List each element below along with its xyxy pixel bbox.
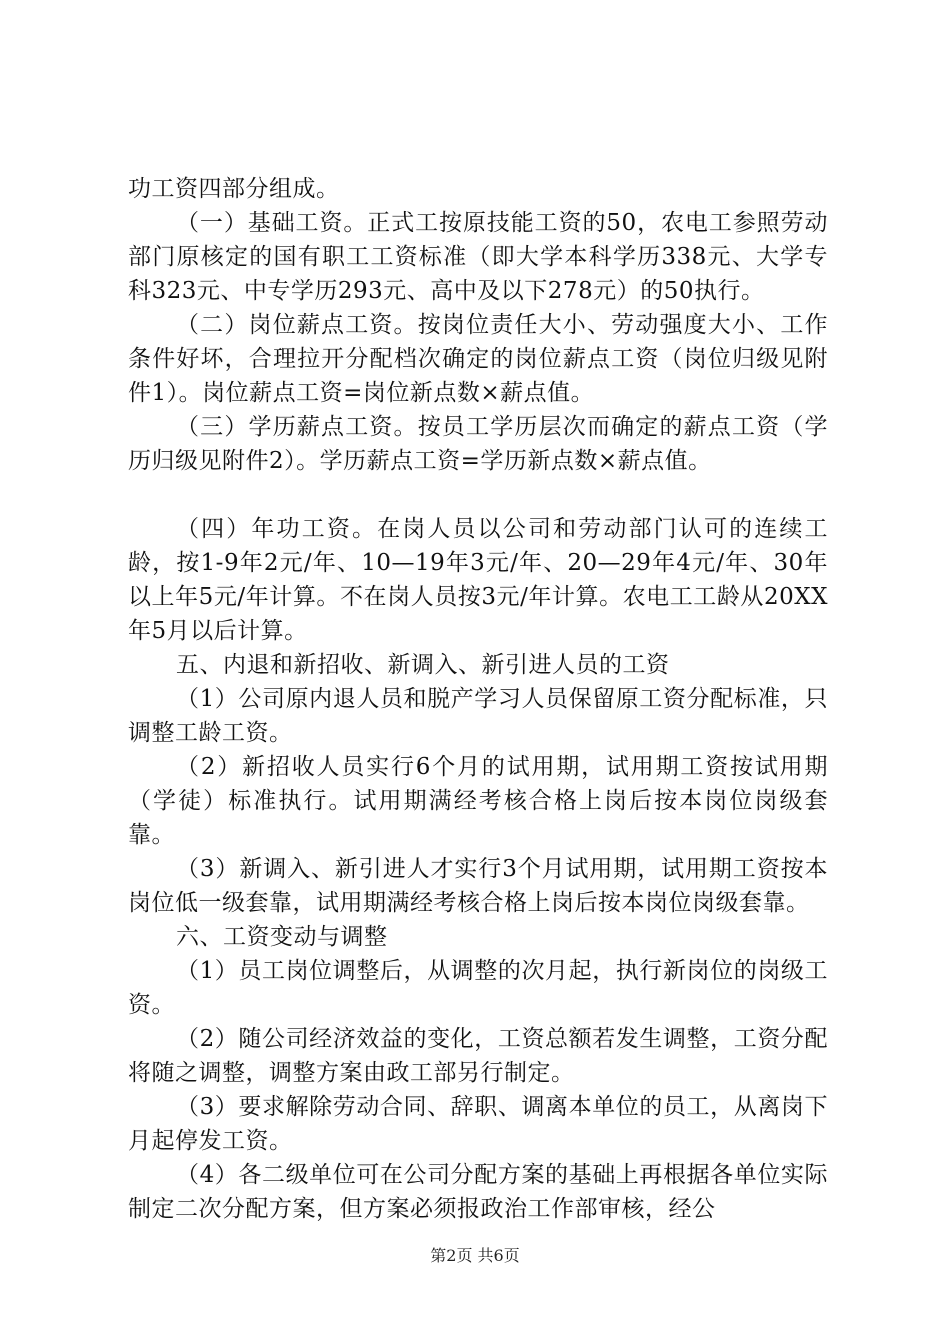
document-body [128, 172, 828, 1226]
paragraph-item-6-2: （2）随公司经济效益的变化，工资总额若发生调整，工资分配将随之调整，调整方案由政工部另行制定。 [128, 1026, 828, 1086]
page-number-label: 第2页 共6页 [430, 1246, 520, 1265]
paragraph-item-6-1: （1）员工岗位调整后，从调整的次月起，执行新岗位的岗级工资。 [128, 958, 828, 1018]
paragraph-position-wage: （二）岗位薪点工资。按岗位责任大小、劳动强度大小、工作条件好坏，合理拉开分配档次确定的岗位薪点工资（岗位归级见附件1）。岗位薪点工资=岗位新点数×薪点值。 [128, 312, 828, 406]
paragraph-continuation: 功工资四部分组成。 [128, 176, 340, 202]
paragraph-education-wage: （三）学历薪点工资。按员工学历层次而确定的薪点工资（学历归级见附件2）。学历薪点工资=学历新点数×薪点值。 [128, 414, 828, 474]
paragraph-item-5-1: （1）公司原内退人员和脱产学习人员保留原工资分配标准，只调整工龄工资。 [128, 686, 828, 746]
paragraph-item-6-3: （3）要求解除劳动合同、辞职、调离本单位的员工，从离岗下月起停发工资。 [128, 1094, 828, 1154]
paragraph-item-6-4: （4）各二级单位可在公司分配方案的基础上再根据各单位实际制定二次分配方案，但方案必须报政治工作部审核，经公 [128, 1162, 828, 1222]
page-footer [0, 1246, 950, 1266]
section-heading-6: 六、工资变动与调整 [176, 924, 388, 950]
paragraph-basic-wage: （一）基础工资。正式工按原技能工资的50，农电工参照劳动部门原核定的国有职工工资标准（即大学本科学历338元、大学专科323元、中专学历293元、高中及以下278元）的50执行。 [128, 210, 828, 304]
section-heading-5: 五、内退和新招收、新调入、新引进人员的工资 [176, 652, 670, 678]
paragraph-item-5-2: （2）新招收人员实行6个月的试用期，试用期工资按试用期（学徒）标准执行。试用期满经考核合格上岗后按本岗位岗级套靠。 [128, 754, 828, 848]
paragraph-seniority-wage: （四）年功工资。在岗人员以公司和劳动部门认可的连续工龄，按1-9年2元/年、10—19年3元/年、20—29年4元/年、30年以上年5元/年计算。不在岗人员按3元/年计算。农电工工龄从20XX年5月以后计算。 [128, 516, 828, 644]
paragraph-item-5-3: （3）新调入、新引进人才实行3个月试用期，试用期工资按本岗位低一级套靠，试用期满经考核合格上岗后按本岗位岗级套靠。 [128, 856, 828, 916]
